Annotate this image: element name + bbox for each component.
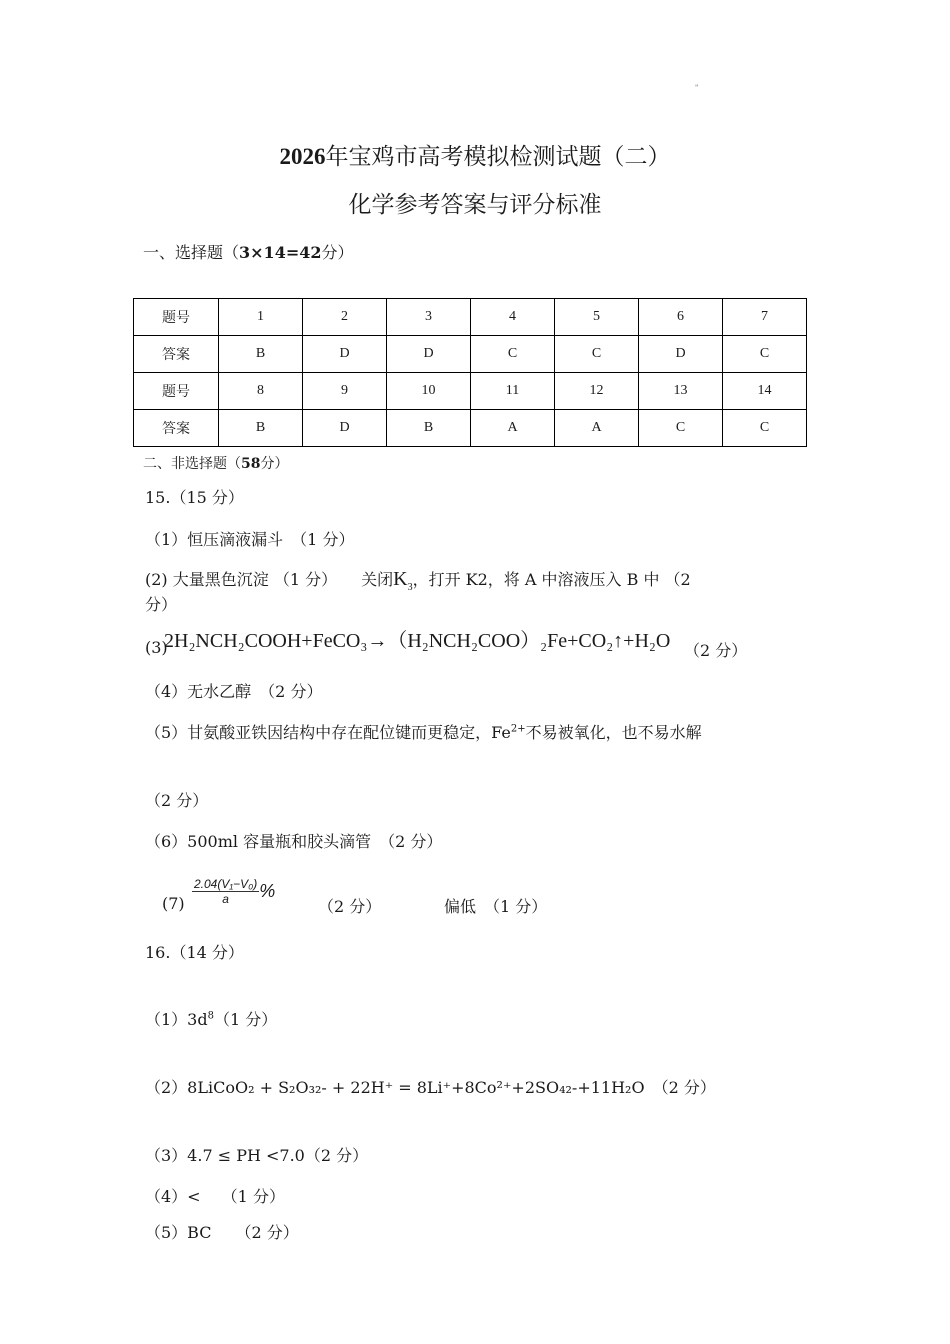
table-cell: 1 (219, 299, 303, 336)
answer-table (133, 298, 807, 447)
k3-subscript: 3 (407, 582, 413, 593)
section1-heading (143, 240, 354, 263)
table-cell: C (471, 336, 555, 373)
table-cell: 4 (471, 299, 555, 336)
table-cell: 13 (639, 373, 723, 410)
q16-part2: （2）8LiCoO₂ + S₂O₃₂- + 22H⁺ = 8Li⁺+8Co²⁺+2SO₄₂-+11H₂O （2 分） (145, 1078, 716, 1097)
section1-suffix: 分） (321, 243, 354, 262)
q15-part2 (145, 567, 691, 591)
table-cell: 9 (303, 373, 387, 410)
section1-bold: 3×14=42 (239, 243, 322, 262)
table-cell: 3 (387, 299, 471, 336)
q15-part5 (145, 720, 702, 743)
q16-part1-a: （1）3d (145, 1010, 208, 1029)
k3-symbol (393, 568, 413, 593)
table-cell: 5 (555, 299, 639, 336)
table-row-label: 题号 (134, 373, 219, 410)
table-cell: C (723, 336, 807, 373)
q16-part1-b: （1 分） (213, 1010, 278, 1029)
fraction-denominator: a (222, 892, 229, 906)
section1-prefix: 一、选择题（ (143, 243, 240, 262)
table-cell: B (219, 336, 303, 373)
table-row (134, 299, 807, 336)
q15-part5-b: 不易被氧化，也不易水解 (525, 723, 702, 742)
section2-bold: 58 (241, 456, 261, 472)
table-row (134, 373, 807, 410)
q15-part5-score: （2 分） (145, 791, 209, 810)
table-cell: 8 (219, 373, 303, 410)
table-cell: 14 (723, 373, 807, 410)
section2-suffix: 分） (260, 456, 289, 472)
table-cell: 6 (639, 299, 723, 336)
table-row (134, 336, 807, 373)
header-mark: " (695, 84, 699, 92)
q15-part7-b: 偏低 （1 分） (444, 897, 548, 916)
table-cell: C (555, 336, 639, 373)
q15-part2-cont: 分） (145, 595, 178, 614)
fraction-numerator: 2.04(V₁−V₀) (194, 877, 258, 891)
section2-heading (143, 453, 288, 473)
table-cell: C (639, 410, 723, 447)
fe-charge: 2+ (510, 723, 526, 735)
q15-part5-a: （5）甘氨酸亚铁因结构中存在配位键而更稳定，Fe (145, 723, 511, 742)
page-title (0, 138, 950, 171)
table-cell: A (471, 410, 555, 447)
q15-part2-b: ，打开 K2，将 A 中溶液压入 B 中 （2 (412, 570, 691, 589)
table-cell: C (723, 410, 807, 447)
table-row-label: 答案 (134, 410, 219, 447)
k3-letter: K (393, 568, 408, 590)
fraction (192, 877, 259, 906)
table-row-label: 题号 (134, 299, 219, 336)
q15-part7-formula (192, 877, 275, 906)
table-cell: B (219, 410, 303, 447)
q15-part6: （6）500ml 容量瓶和胶头滴管 （2 分） (145, 832, 443, 851)
table-cell: D (639, 336, 723, 373)
table-cell: A (555, 410, 639, 447)
table-cell: 11 (471, 373, 555, 410)
q15-part7-label: (7) (162, 894, 185, 913)
table-cell: 2 (303, 299, 387, 336)
table-cell: 12 (555, 373, 639, 410)
q15-heading: 15.（15 分） (145, 488, 244, 507)
section2-prefix: 二、非选择题（ (143, 456, 241, 472)
q16-part1 (145, 1007, 277, 1030)
table-cell: 10 (387, 373, 471, 410)
q15-part7-score: （2 分） (318, 897, 382, 916)
table-cell: D (303, 336, 387, 373)
q15-part2-a: (2) 大量黑色沉淀 （1 分） 关闭 (145, 570, 394, 589)
table-cell: D (387, 336, 471, 373)
table-cell: B (387, 410, 471, 447)
q16-part5: （5）BC （2 分） (145, 1223, 299, 1242)
q16-heading: 16.（14 分） (145, 943, 244, 962)
table-row (134, 410, 807, 447)
page-subtitle: 化学参考答案与评分标准 (348, 192, 602, 218)
q16-part4: （4）< （1 分） (145, 1187, 285, 1206)
q15-part3-equation: 2H₂NCH₂COOH+FeCO₃→（H₂NCH₂COO）₂Fe+CO₂↑+H₂O (164, 630, 671, 652)
table-row-label: 答案 (134, 336, 219, 373)
percent-sign: % (259, 881, 276, 901)
q15-part4: （4）无水乙醇 （2 分） (145, 682, 323, 701)
q15-part3-label: (3) (145, 638, 168, 657)
title-line1: 年宝鸡市高考模拟检测试题（二） (325, 144, 671, 170)
q16-part1-sup: 8 (207, 1010, 214, 1022)
table-cell: D (303, 410, 387, 447)
q15-part1: （1）恒压滴液漏斗 （1 分） (145, 530, 355, 549)
q16-part3: （3）4.7 ≤ PH <7.0（2 分） (145, 1146, 369, 1165)
title-year: 2026 (279, 144, 326, 169)
table-cell: 7 (723, 299, 807, 336)
q15-part3-score: （2 分） (684, 641, 748, 660)
